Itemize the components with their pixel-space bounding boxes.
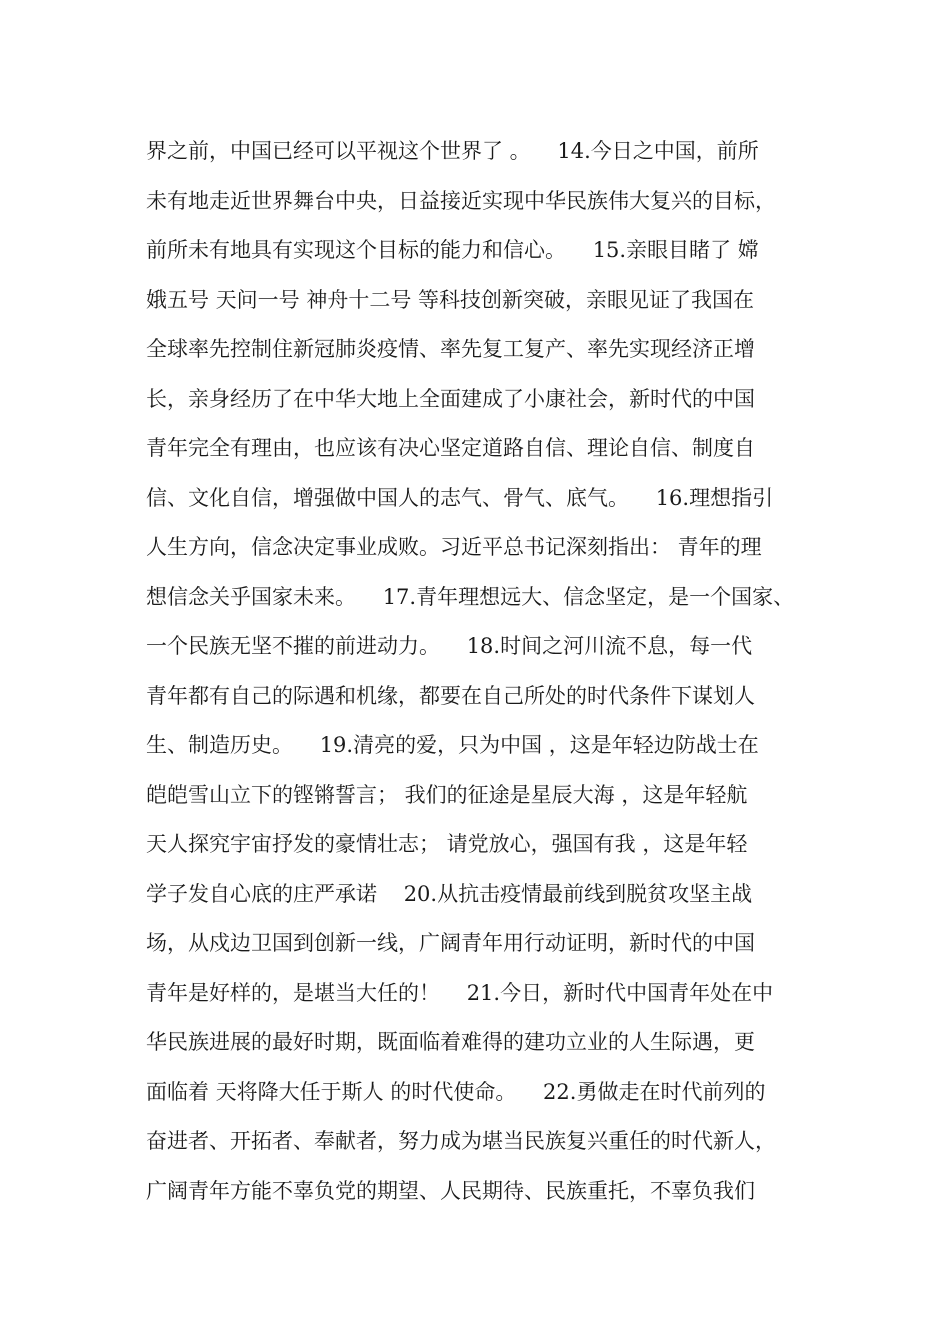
text-line: 生、制造历史。 19.清亮的爱，只为中国 ，这是年轻边防战士在 (146, 733, 759, 757)
text-line: 未有地走近世界舞台中央，日益接近实现中华民族伟大复兴的目标， (146, 188, 776, 213)
text-line: 广阔青年方能不辜负党的期望、人民期待、民族重托，不辜负我们 (146, 1178, 755, 1203)
text-line: 一个民族无坚不摧的前进动力。 18.时间之河川流不息，每一代 (146, 634, 753, 658)
text-line: 全球率先控制住新冠肺炎疫情、率先复工复产、率先实现经济正增 (146, 337, 755, 361)
text-line: 前所未有地具有实现这个目标的能力和信心。 15.亲眼目睹了 嫦 (146, 238, 759, 262)
text-line: 天人探究宇宙抒发的豪情壮志； 请党放心，强国有我 ，这是年轻 (146, 832, 748, 856)
text-line: 人生方向，信念决定事业成败。习近平总书记深刻指出： 青年的理 (146, 535, 762, 559)
body-text (146, 127, 826, 1216)
text-line: 长，亲身经历了在中华大地上全面建成了小康社会，新时代的中国 (146, 386, 755, 411)
text-line: 娥五号 天问一号 神舟十二号 等科技创新突破，亲眼见证了我国在 (146, 287, 755, 312)
text-line: 奋进者、开拓者、奉献者，努力成为堪当民族复兴重任的时代新人， (146, 1129, 776, 1153)
text-line: 青年都有自己的际遇和机缘，都要在自己所处的时代条件下谋划人 (146, 683, 755, 708)
text-line: 青年完全有理由，也应该有决心坚定道路自信、理论自信、制度自 (146, 436, 755, 460)
text-line: 场，从戍边卫国到创新一线，广阔青年用行动证明，新时代的中国 (146, 931, 755, 955)
text-line: 想信念关乎国家未来。 17.青年理想远大、信念坚定，是一个国家、 (146, 584, 795, 609)
text-line: 面临着 天将降大任于斯人 的时代使命。 22.勇做走在时代前列的 (146, 1079, 766, 1104)
text-line: 青年是好样的，是堪当大任的！ 21.今日，新时代中国青年处在中 (146, 980, 774, 1005)
text-line: 华民族进展的最好时期，既面临着难得的建功立业的人生际遇，更 (146, 1030, 755, 1054)
text-line: 学子发自心底的庄严承诺 20.从抗击疫情最前线到脱贫攻坚主战 (146, 881, 753, 906)
text-line: 皑皑雪山立下的铿锵誓言； 我们的征途是星辰大海 ，这是年轻航 (146, 782, 748, 807)
text-line: 界之前，中国已经可以平视这个世界了 。 14.今日之中国，前所 (146, 139, 759, 163)
text-line: 信、文化自信，增强做中国人的志气、骨气、底气。 16.理想指引 (146, 485, 774, 510)
